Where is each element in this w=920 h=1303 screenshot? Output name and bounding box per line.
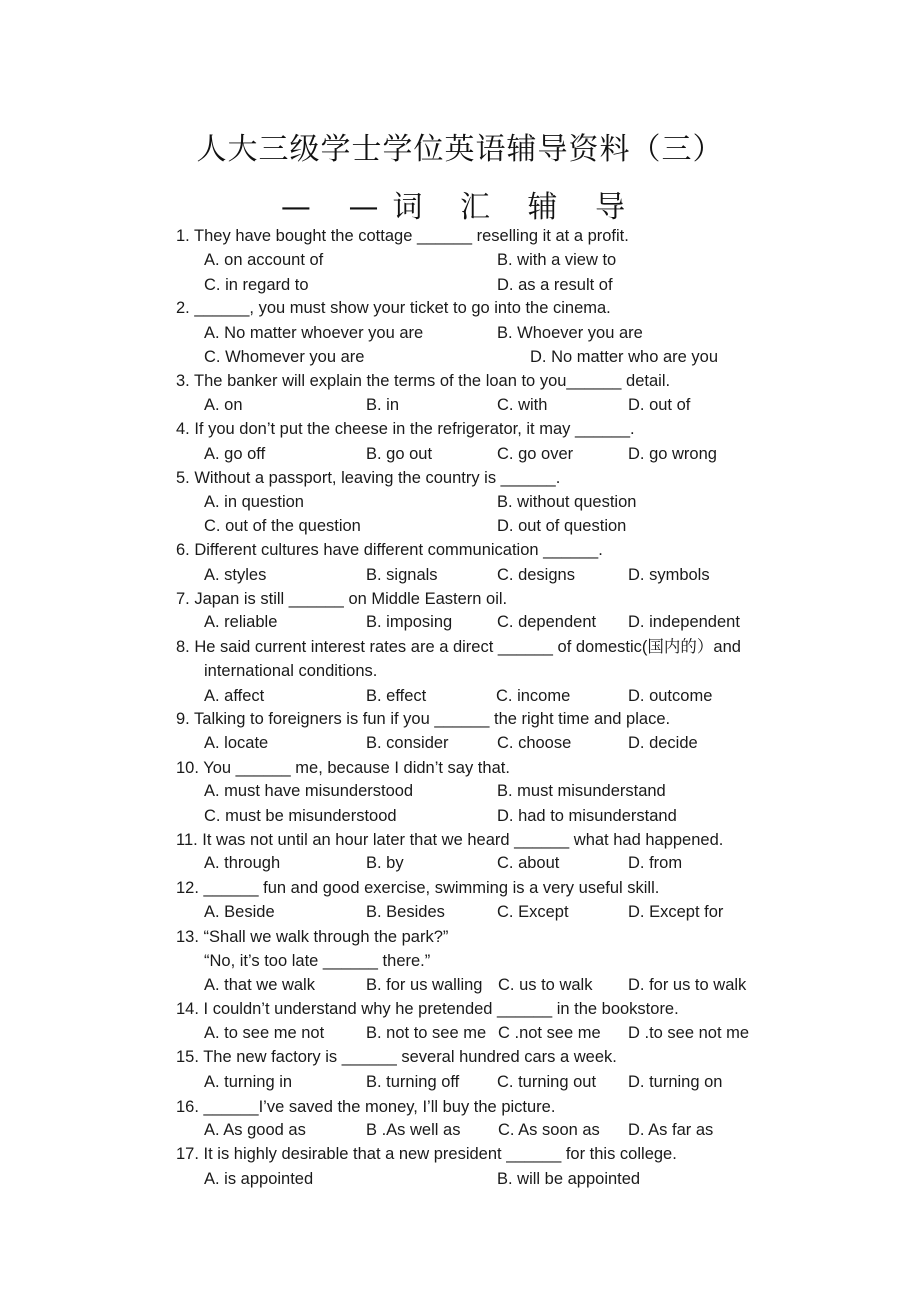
question-13-stem-continued: “No, it’s too late ______ there.” — [204, 952, 431, 970]
question-3-option-a: A. on — [204, 396, 243, 414]
question-13-option-b: B. for us walling — [366, 976, 483, 994]
question-10-option-a: A. must have misunderstood — [204, 782, 414, 800]
question-7-option-b: B. imposing — [366, 613, 453, 631]
question-3-option-d: D. out of — [628, 396, 691, 414]
question-1-option-d: D. as a result of — [497, 276, 613, 294]
question-3-option-b: B. in — [366, 396, 400, 414]
question-8-option-d: D. outcome — [628, 687, 713, 705]
question-4-option-a: A. go off — [204, 445, 266, 463]
question-8-stem: 8. He said current interest rates are a direct ______ of domestic(国内的）and — [176, 638, 741, 656]
question-14-option-a: A. to see me not — [204, 1024, 325, 1042]
question-13-stem: 13. “Shall we walk through the park?” — [176, 928, 449, 946]
question-2-option-d: D. No matter who are you — [530, 348, 718, 366]
question-6-stem: 6. Different cultures have different communication ______. — [176, 541, 603, 559]
question-7-stem: 7. Japan is still ______ on Middle Eastern oil. — [176, 590, 508, 608]
question-15-option-a: A. turning in — [204, 1073, 293, 1091]
question-12-option-d: D. Except for — [628, 903, 724, 921]
question-8-option-a: A. affect — [204, 687, 265, 705]
question-5-option-a: A. in question — [204, 493, 304, 511]
question-7-option-a: A. reliable — [204, 613, 278, 631]
question-12-stem: 12. ______ fun and good exercise, swimming is a very useful skill. — [176, 879, 660, 897]
question-12-option-c: C. Except — [497, 903, 569, 921]
question-1-stem: 1. They have bought the cottage ______ reselling it at a profit. — [176, 227, 629, 245]
question-14-option-b: B. not to see me — [366, 1024, 487, 1042]
question-17-stem: 17. It is highly desirable that a new president ______ for this college. — [176, 1145, 677, 1163]
question-2-stem: 2. ______, you must show your ticket to go into the cinema. — [176, 299, 611, 317]
question-4-option-b: B. go out — [366, 445, 433, 463]
question-10-option-d: D. had to misunderstand — [497, 807, 677, 825]
question-2-option-b: B. Whoever you are — [497, 324, 643, 342]
question-6-option-c: C. designs — [497, 566, 575, 584]
question-8-option-b: B. effect — [366, 687, 427, 705]
question-16-option-c: C. As soon as — [498, 1121, 600, 1139]
question-15-option-d: D. turning on — [628, 1073, 723, 1091]
question-13-option-c: C. us to walk — [498, 976, 593, 994]
question-15-option-c: C. turning out — [497, 1073, 597, 1091]
question-4-option-d: D. go wrong — [628, 445, 717, 463]
question-1-option-a: A. on account of — [204, 251, 324, 269]
question-8-stem-continued: international conditions. — [204, 662, 378, 680]
question-3-option-c: C. with — [497, 396, 548, 414]
question-10-option-b: B. must misunderstand — [497, 782, 666, 800]
question-14-stem: 14. I couldn’t understand why he pretended ______ in the bookstore. — [176, 1000, 679, 1018]
question-10-option-c: C. must be misunderstood — [204, 807, 397, 825]
question-16-option-b: B .As well as — [366, 1121, 461, 1139]
question-15-option-b: B. turning off — [366, 1073, 460, 1091]
document-subtitle: — —词 汇 辅 导 — [280, 190, 640, 225]
question-1-option-c: C. in regard to — [204, 276, 309, 294]
question-16-option-a: A. As good as — [204, 1121, 306, 1139]
question-6-option-a: A. styles — [204, 566, 267, 584]
question-16-option-d: D. As far as — [628, 1121, 714, 1139]
question-12-option-b: B. Besides — [366, 903, 445, 921]
question-9-option-a: A. locate — [204, 734, 269, 752]
question-4-stem: 4. If you don’t put the cheese in the refrigerator, it may ______. — [176, 420, 635, 438]
question-11-stem: 11. It was not until an hour later that we heard ______ what had happened. — [176, 831, 724, 849]
question-5-option-c: C. out of the question — [204, 517, 361, 535]
question-9-option-c: C. choose — [497, 734, 572, 752]
question-7-option-c: C. dependent — [497, 613, 597, 631]
question-15-stem: 15. The new factory is ______ several hundred cars a week. — [176, 1048, 617, 1066]
document-title: 人大三级学士学位英语辅导资料（三） — [196, 132, 724, 167]
question-14-option-c: C .not see me — [498, 1024, 601, 1042]
question-5-stem: 5. Without a passport, leaving the country is ______. — [176, 469, 561, 487]
question-6-option-b: B. signals — [366, 566, 438, 584]
question-11-option-d: D. from — [628, 854, 683, 872]
question-6-option-d: D. symbols — [628, 566, 710, 584]
question-14-option-d: D .to see not me — [628, 1024, 750, 1042]
question-11-option-c: C. about — [497, 854, 560, 872]
question-9-option-d: D. decide — [628, 734, 698, 752]
question-12-option-a: A. Beside — [204, 903, 275, 921]
question-13-option-a: A. that we walk — [204, 976, 315, 994]
question-10-stem: 10. You ______ me, because I didn’t say that. — [176, 759, 510, 777]
question-16-stem: 16. ______I’ve saved the money, I’ll buy the picture. — [176, 1098, 556, 1116]
question-4-option-c: C. go over — [497, 445, 574, 463]
question-9-option-b: B. consider — [366, 734, 449, 752]
question-13-option-d: D. for us to walk — [628, 976, 747, 994]
question-2-option-c: C. Whomever you are — [204, 348, 365, 366]
question-3-stem: 3. The banker will explain the terms of the loan to you______ detail. — [176, 372, 671, 390]
question-11-option-b: B. by — [366, 854, 404, 872]
question-11-option-a: A. through — [204, 854, 281, 872]
question-2-option-a: A. No matter whoever you are — [204, 324, 424, 342]
question-5-option-d: D. out of question — [497, 517, 627, 535]
question-5-option-b: B. without question — [497, 493, 637, 511]
question-17-option-b: B. will be appointed — [497, 1170, 641, 1188]
question-8-option-c: C. income — [496, 687, 571, 705]
question-1-option-b: B. with a view to — [497, 251, 617, 269]
question-17-option-a: A. is appointed — [204, 1170, 314, 1188]
question-7-option-d: D. independent — [628, 613, 740, 631]
question-9-stem: 9. Talking to foreigners is fun if you ______ the right time and place. — [176, 710, 671, 728]
